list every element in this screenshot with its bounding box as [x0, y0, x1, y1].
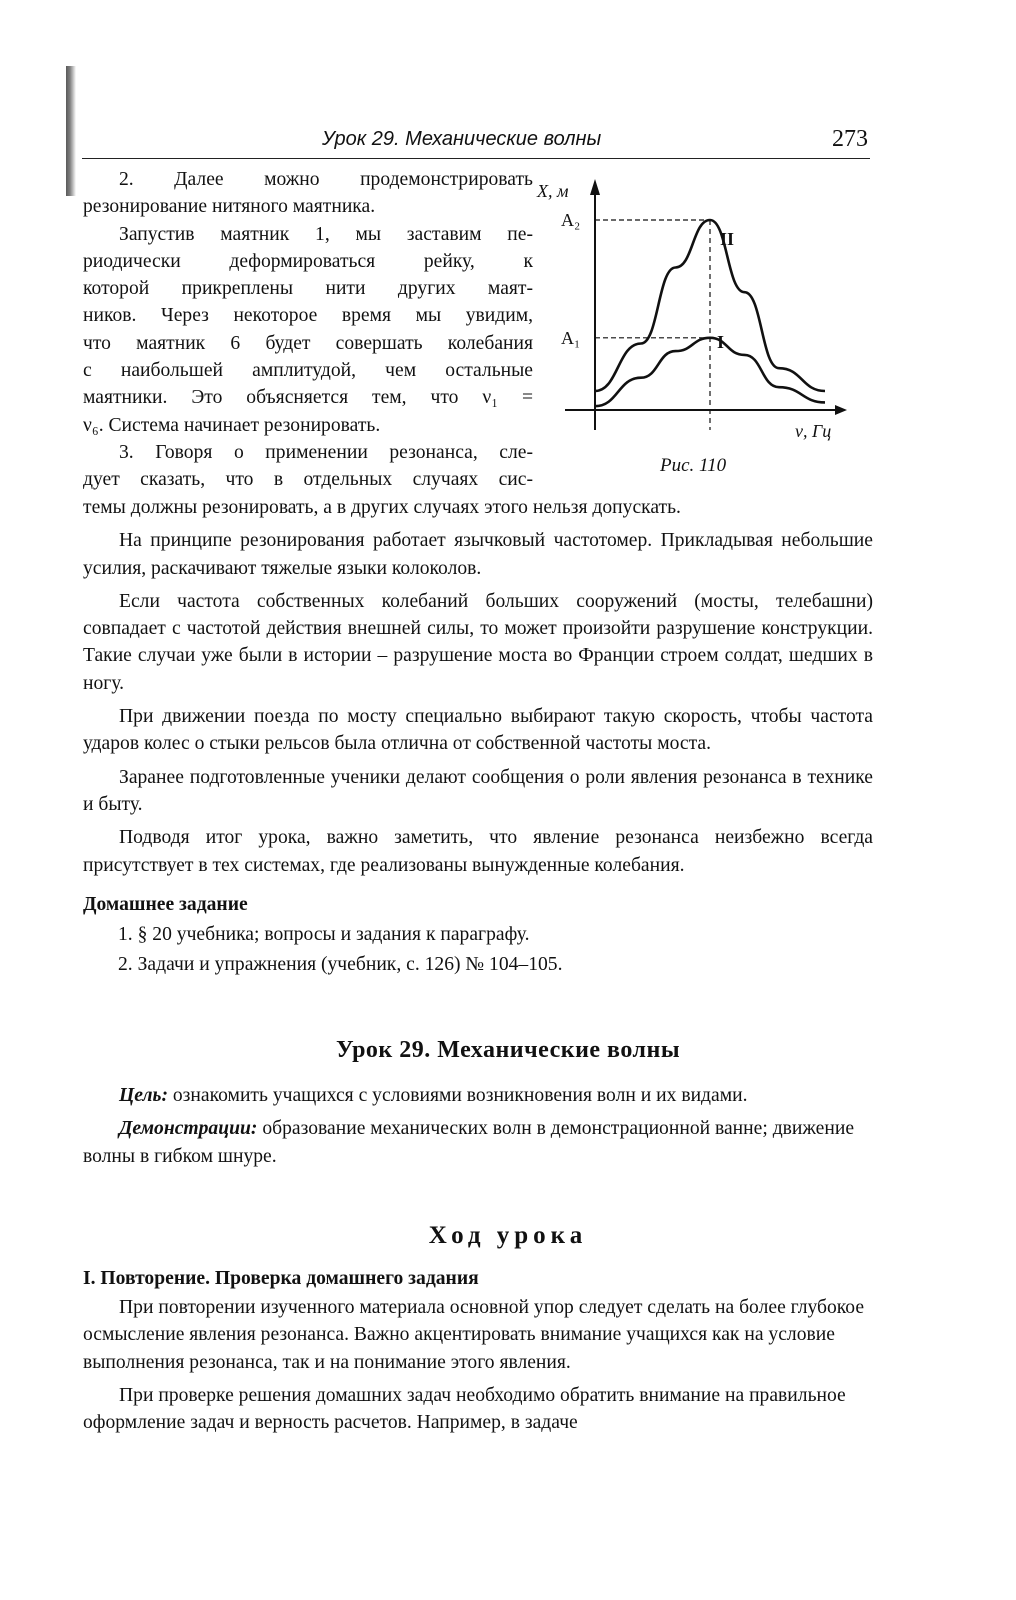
running-head [82, 128, 870, 159]
paragraph: При проверке решения домашних задач необходимо обратить внимание на правильное оформление задач и верность расчетов. Например, в задаче [83, 1384, 846, 1434]
goal-label: Цель: [119, 1085, 168, 1106]
y-axis-label: X, м [537, 181, 569, 201]
intro-tail: темы должны резонировать, а в других случаях этого нельзя допускать. [83, 497, 681, 518]
intro-line: которой прикреплены нити других маят- [83, 278, 533, 300]
intro-line: 3. Говоря о применении резонанса, сле- [119, 441, 533, 463]
curve-label-ii: II [720, 229, 735, 249]
intro-line: резонирование нитяного маятника. [83, 196, 376, 218]
x-axis-label: ν, Гц [795, 421, 832, 441]
demo-label: Демонстрации: [119, 1118, 258, 1140]
paragraph: Заранее подготовленные ученики делают сообщения о роли явления резонанса в технике и быту. [83, 766, 873, 815]
intro-line: дует сказать, что в отдельных случаях сис- [83, 469, 533, 491]
homework-item: 2. Задачи и упражнения (учебник, с. 126) № 104–105. [118, 954, 563, 975]
section-title: I. Повторение. Проверка домашнего задания [83, 1268, 479, 1289]
homework-item: 1. § 20 учебника; вопросы и задания к параграфу. [118, 924, 530, 945]
intro-line: что маятник 6 будет совершать колебания [83, 332, 533, 354]
paragraph: При повторении изученного материала основной упор следует сделать на более глубокое осмысление явления резонанса. Важно акцентировать внимание учащихся как на условие выполнения резонанса, так и на понимание этого явления. [83, 1297, 865, 1373]
demo-text: образование механических волн в демонстрационной ванне; движение волны в гибком шнуре. [83, 1118, 855, 1167]
intro-line: ников. Через некоторое время мы увидим, [83, 305, 533, 327]
tick-label-a1: A₁ [561, 327, 581, 348]
paragraph: На принципе резонирования работает язычковый частотомер. Прикладывая небольшие усилия, раскачивают тяжелые языки колоколов. [83, 530, 873, 579]
intro-line: риодически деформироваться рейку, к [83, 250, 533, 272]
homework-list [118, 920, 563, 980]
curve-label-i: I [717, 332, 725, 352]
x-axis-arrow [835, 405, 847, 415]
course-text [83, 1294, 873, 1442]
resonance-figure [535, 165, 875, 485]
paragraph: Если частота собственных колебаний больших сооружений (мосты, телебашни) совпадает с частотой действия внешней силы, то может произойти разрушение конструкции. Такие случаи уже были в истории – разрушение моста во Франции строем солдат, шедших в ногу. [83, 590, 873, 694]
main-text [83, 494, 873, 885]
figure-caption: Рис. 110 [660, 455, 727, 476]
lesson-goals [83, 1082, 873, 1176]
demo-paragraph [83, 1115, 873, 1170]
intro-line: Запустив маятник 1, мы заставим пе- [119, 223, 533, 245]
running-title: Урок 29. Механические волны [322, 128, 602, 150]
intro-line: 2. Далее можно продемонстрировать [119, 169, 533, 190]
intro-line: маятники. Это объясняется тем, что ν₁ = [83, 387, 533, 409]
paragraph: Подводя итог урока, важно заметить, что явление резонанса неизбежно всегда присутствует в тех системах, где реализованы вынужденные колебания. [83, 827, 873, 876]
goal-paragraph [83, 1082, 873, 1109]
intro-line: ν₆. Система начинает резонировать. [83, 414, 381, 436]
intro-line: с наибольшей амплитудой, чем остальные [83, 360, 533, 382]
tick-label-a2: A₂ [561, 210, 581, 230]
scan-edge-shadow [66, 66, 76, 196]
course-title: Ход урока [428, 1222, 588, 1249]
intro-text [83, 166, 533, 494]
lesson-title: Урок 29. Механические волны [335, 1037, 681, 1063]
y-axis-arrow [590, 179, 600, 195]
homework-title: Домашнее задание [83, 894, 248, 915]
resonance-chart [535, 165, 875, 485]
goal-text: ознакомить учащихся с условиями возникновения волн и их видами. [167, 1085, 748, 1106]
paragraph: При движении поезда по мосту специально выбирают такую скорость, чтобы частота ударов колес о стыки рельсов была отлична от собственной частоты моста. [83, 706, 873, 755]
page-number: 273 [832, 126, 868, 152]
